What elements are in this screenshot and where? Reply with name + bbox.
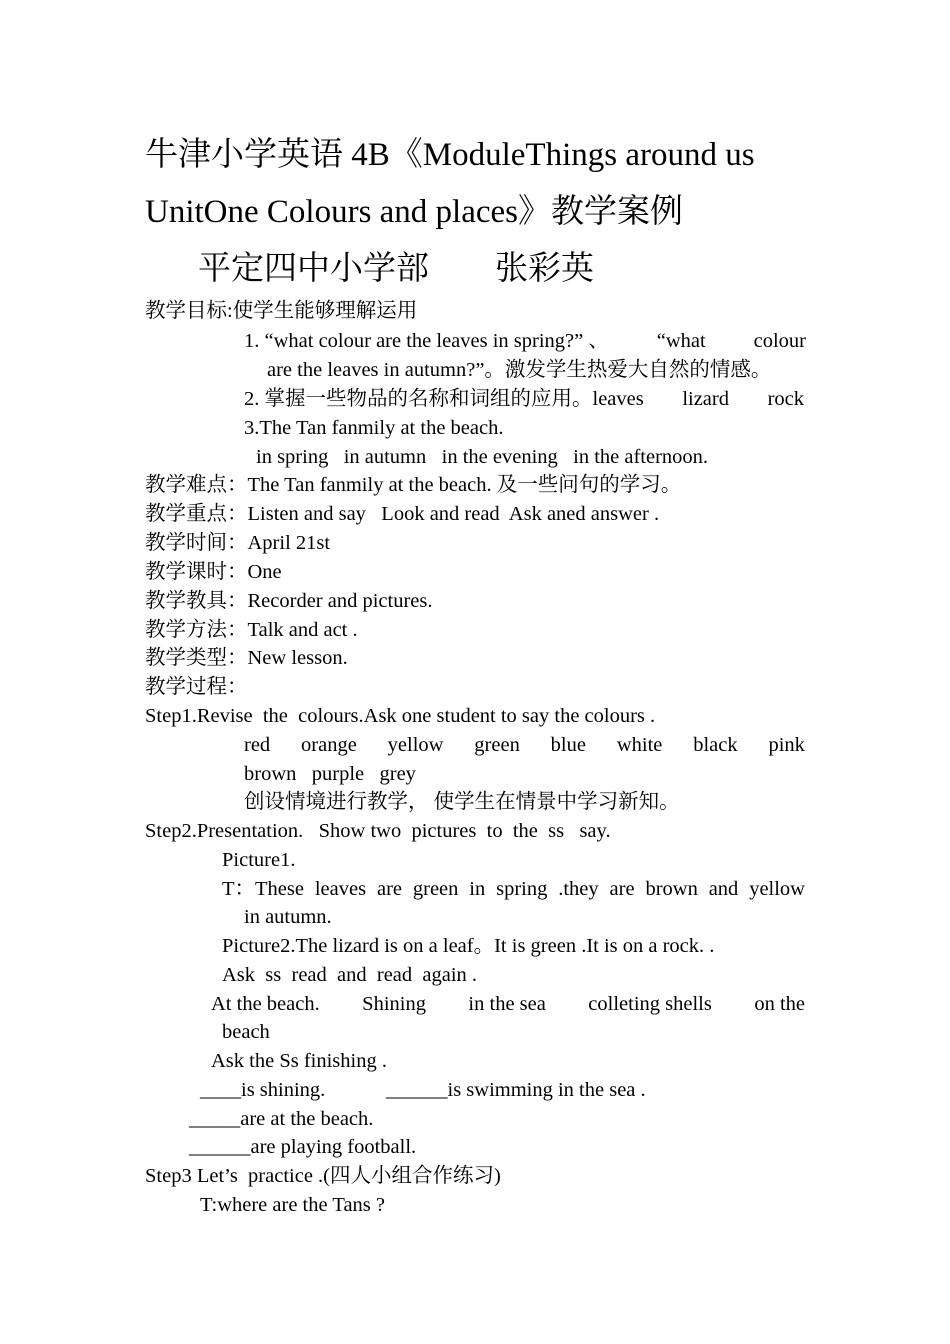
beach-phrase: colleting shells	[588, 993, 712, 1015]
ask-finish-line: Ask the Ss finishing .	[211, 1050, 387, 1072]
objective-2-word: 2. 掌握一些物品的名称和词组的应用。leaves	[244, 388, 644, 410]
info-label: 教学课时：	[145, 561, 248, 583]
step3-question: T:where are the Tans ?	[200, 1194, 385, 1216]
info-label: 教学难点：	[145, 474, 248, 496]
beach-phrase: Shining	[362, 993, 426, 1015]
info-label: 教学重点：	[145, 503, 248, 525]
info-value: New lesson.	[247, 647, 348, 669]
teacher-word: yellow	[749, 878, 805, 900]
colour-word: red	[244, 734, 271, 756]
info-row-periods	[145, 558, 282, 587]
colour-word: blue	[550, 734, 586, 756]
teacher-word: and	[708, 878, 739, 900]
objective-item-3: 3.The Tan fanmily at the beach.	[244, 417, 504, 439]
beach-line-cont: beach	[222, 1021, 270, 1043]
picture1-label: Picture1.	[222, 849, 296, 871]
info-label: 教学类型：	[145, 647, 248, 669]
objective-1-word: colour	[753, 330, 806, 352]
teacher-word: are	[609, 878, 635, 900]
info-value: April 21st	[247, 532, 331, 554]
info-row-type	[145, 644, 348, 673]
info-value: Listen and say Look and read Ask aned answer .	[247, 503, 660, 525]
picture2-line: Picture2.The lizard is on a leaf。It is green .It is on a rock. .	[222, 935, 715, 957]
teacher-word: in	[469, 878, 486, 900]
step3-heading: Step3 Let’s practice .(四人小组合作练习)	[145, 1165, 501, 1187]
teacher-word: leaves	[314, 878, 367, 900]
info-label: 教学方法：	[145, 619, 248, 641]
title-line-1: 牛津小学英语 4B《ModuleThings around us	[145, 137, 755, 173]
objective-item-2	[244, 385, 804, 414]
objective-1-word: “what	[656, 330, 706, 352]
info-label: 教学时间：	[145, 532, 248, 554]
step1-note: 创设情境进行教学， 使学生在情景中学习新知。	[244, 791, 680, 813]
colour-word: pink	[768, 734, 805, 756]
colour-word: green	[474, 734, 520, 756]
colour-word: black	[693, 734, 738, 756]
teacher-word: are	[376, 878, 402, 900]
info-value: Recorder and pictures.	[247, 590, 433, 612]
beach-phrase: At the beach.	[211, 993, 320, 1015]
teacher-word: .they	[558, 878, 599, 900]
info-row-difficulty	[145, 471, 681, 500]
info-label: 教学过程：	[145, 676, 248, 698]
colour-list-row-1	[244, 731, 805, 760]
info-label: 教学教具：	[145, 590, 248, 612]
colour-word: white	[616, 734, 663, 756]
objective-item-3-phrases: in spring in autumn in the evening in the afternoon.	[256, 446, 709, 468]
teacher-word: brown	[645, 878, 698, 900]
info-value: One	[247, 561, 282, 583]
info-row-aids	[145, 587, 433, 616]
blank-sentence-3: ______are playing football.	[189, 1136, 417, 1158]
teacher-word: spring	[496, 878, 548, 900]
blank-sentence-1a: ____is shining.	[200, 1079, 326, 1101]
info-value: The Tan fanmily at the beach. 及一些问句的学习。	[247, 474, 682, 496]
title-line-2: UnitOne Colours and places》教学案例	[145, 194, 684, 230]
colour-list-row-2: brown purple grey	[244, 763, 416, 785]
blank-sentence-1b: ______is swimming in the sea .	[386, 1079, 646, 1101]
beach-phrase: on the	[754, 993, 805, 1015]
step1-heading: Step1.Revise the colours.Ask one student to say the colours .	[145, 705, 656, 727]
objective-2-word: lizard	[682, 388, 729, 410]
info-value: Talk and act .	[247, 619, 358, 641]
ask-read-line: Ask ss read and read again .	[222, 964, 478, 986]
teacher-word: T：These	[222, 878, 304, 900]
teacher-line	[222, 875, 805, 904]
teacher-line-cont: in autumn.	[244, 906, 332, 928]
objective-item-1	[244, 327, 806, 356]
info-row-process	[145, 673, 248, 702]
objective-item-1-cont: are the leaves in autumn?”。激发学生热爱大自然的情感。	[267, 359, 772, 381]
blank-sentence-2: _____are at the beach.	[189, 1108, 374, 1130]
beach-line	[211, 990, 805, 1019]
colour-word: yellow	[387, 734, 444, 756]
objective-1-word: 1. “what colour are the leaves in spring?” 、	[244, 330, 609, 352]
teacher-word: green	[412, 878, 459, 900]
beach-phrase: in the sea	[468, 993, 546, 1015]
author-line: 平定四中小学部 张彩英	[198, 251, 594, 287]
colour-word: orange	[301, 734, 357, 756]
info-row-key-points	[145, 500, 659, 529]
objective-2-word: rock	[767, 388, 804, 410]
step2-heading: Step2.Presentation. Show two pictures to the ss say.	[145, 820, 611, 842]
info-row-method	[145, 616, 358, 645]
objectives-heading: 教学目标:使学生能够理解运用	[145, 300, 418, 322]
info-row-time	[145, 529, 330, 558]
